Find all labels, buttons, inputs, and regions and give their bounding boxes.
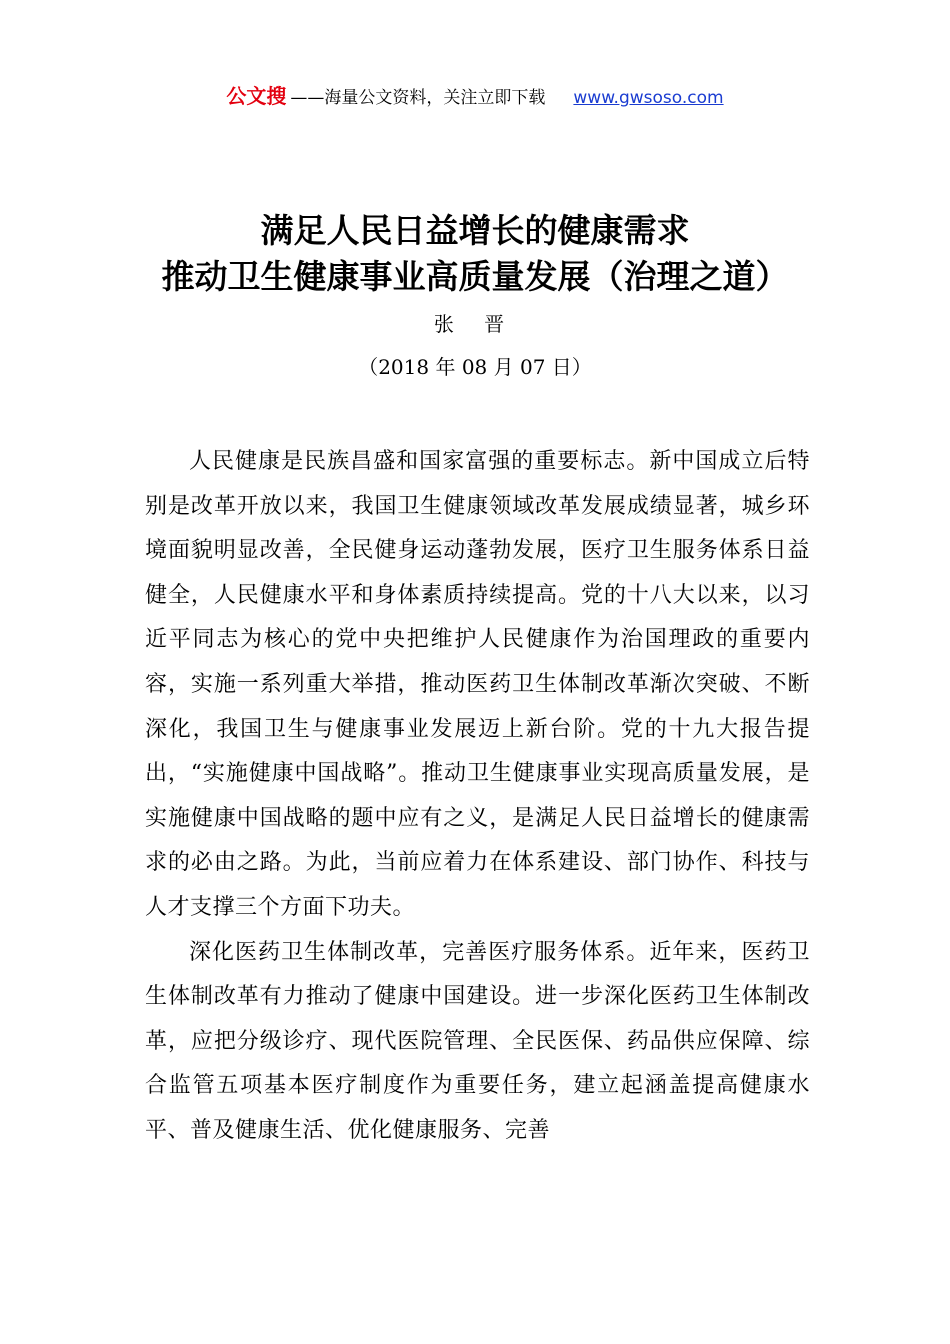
watermark-header [0, 84, 950, 110]
paragraph-1 [145, 440, 810, 931]
paragraph-lead-sentence: 深化医药卫生体制改革，完善医疗服务体系。 [189, 939, 650, 965]
paragraph-text: 人民健康是民族昌盛和国家富强的重要标志。新中国成立后特别是改革开放以来，我国卫生健康领域改革发展成绩显著，城乡环境面貌明显改善，全民健身运动蓬勃发展，医疗卫生服务体系日益健全，人民健康水平和身体素质持续提高。党的十八大以来，以习近平同志为核心的党中央把维护人民健康作为治国理政的重要内容，实施一系列重大举措，推动医药卫生体制改革渐次突破、不断深化，我国卫生与健康事业发展迈上新台阶。党的十九大报告提出，“实施健康中国战略”。推动卫生健康事业实现高质量发展，是实施健康中国战略的题中应有之义，是满足人民日益增长的健康需求的必由之路。为此，当前应着力在体系建设、部门协作、科技与人才支撑三个方面下功夫。 [145, 449, 810, 920]
article-body [145, 440, 810, 1154]
brand-logo-text: 公文搜 [226, 84, 287, 108]
author-name: 张 晋 [433, 312, 517, 336]
website-link[interactable]: www.gwsoso.com [573, 88, 724, 108]
title-line-1: 满足人民日益增长的健康需求 [260, 211, 690, 250]
publication-date: （2018 年 08 月 07 日） [358, 355, 592, 379]
header-tagline: ——海量公文资料，关注立即下载 [290, 88, 546, 108]
paragraph-text: 近年来，医药卫生体制改革有力推动了健康中国建设。进一步深化医药卫生体制改革，应把分级诊疗、现代医院管理、全民医保、药品供应保障、综合监管五项基本医疗制度作为重要任务，建立起涵盖提高健康水平、普及健康生活、优化健康服务、完善 [145, 939, 810, 1143]
document-title [0, 208, 950, 300]
paragraph-2 [145, 931, 810, 1154]
title-line-2: 推动卫生健康事业高质量发展（治理之道） [161, 257, 789, 296]
